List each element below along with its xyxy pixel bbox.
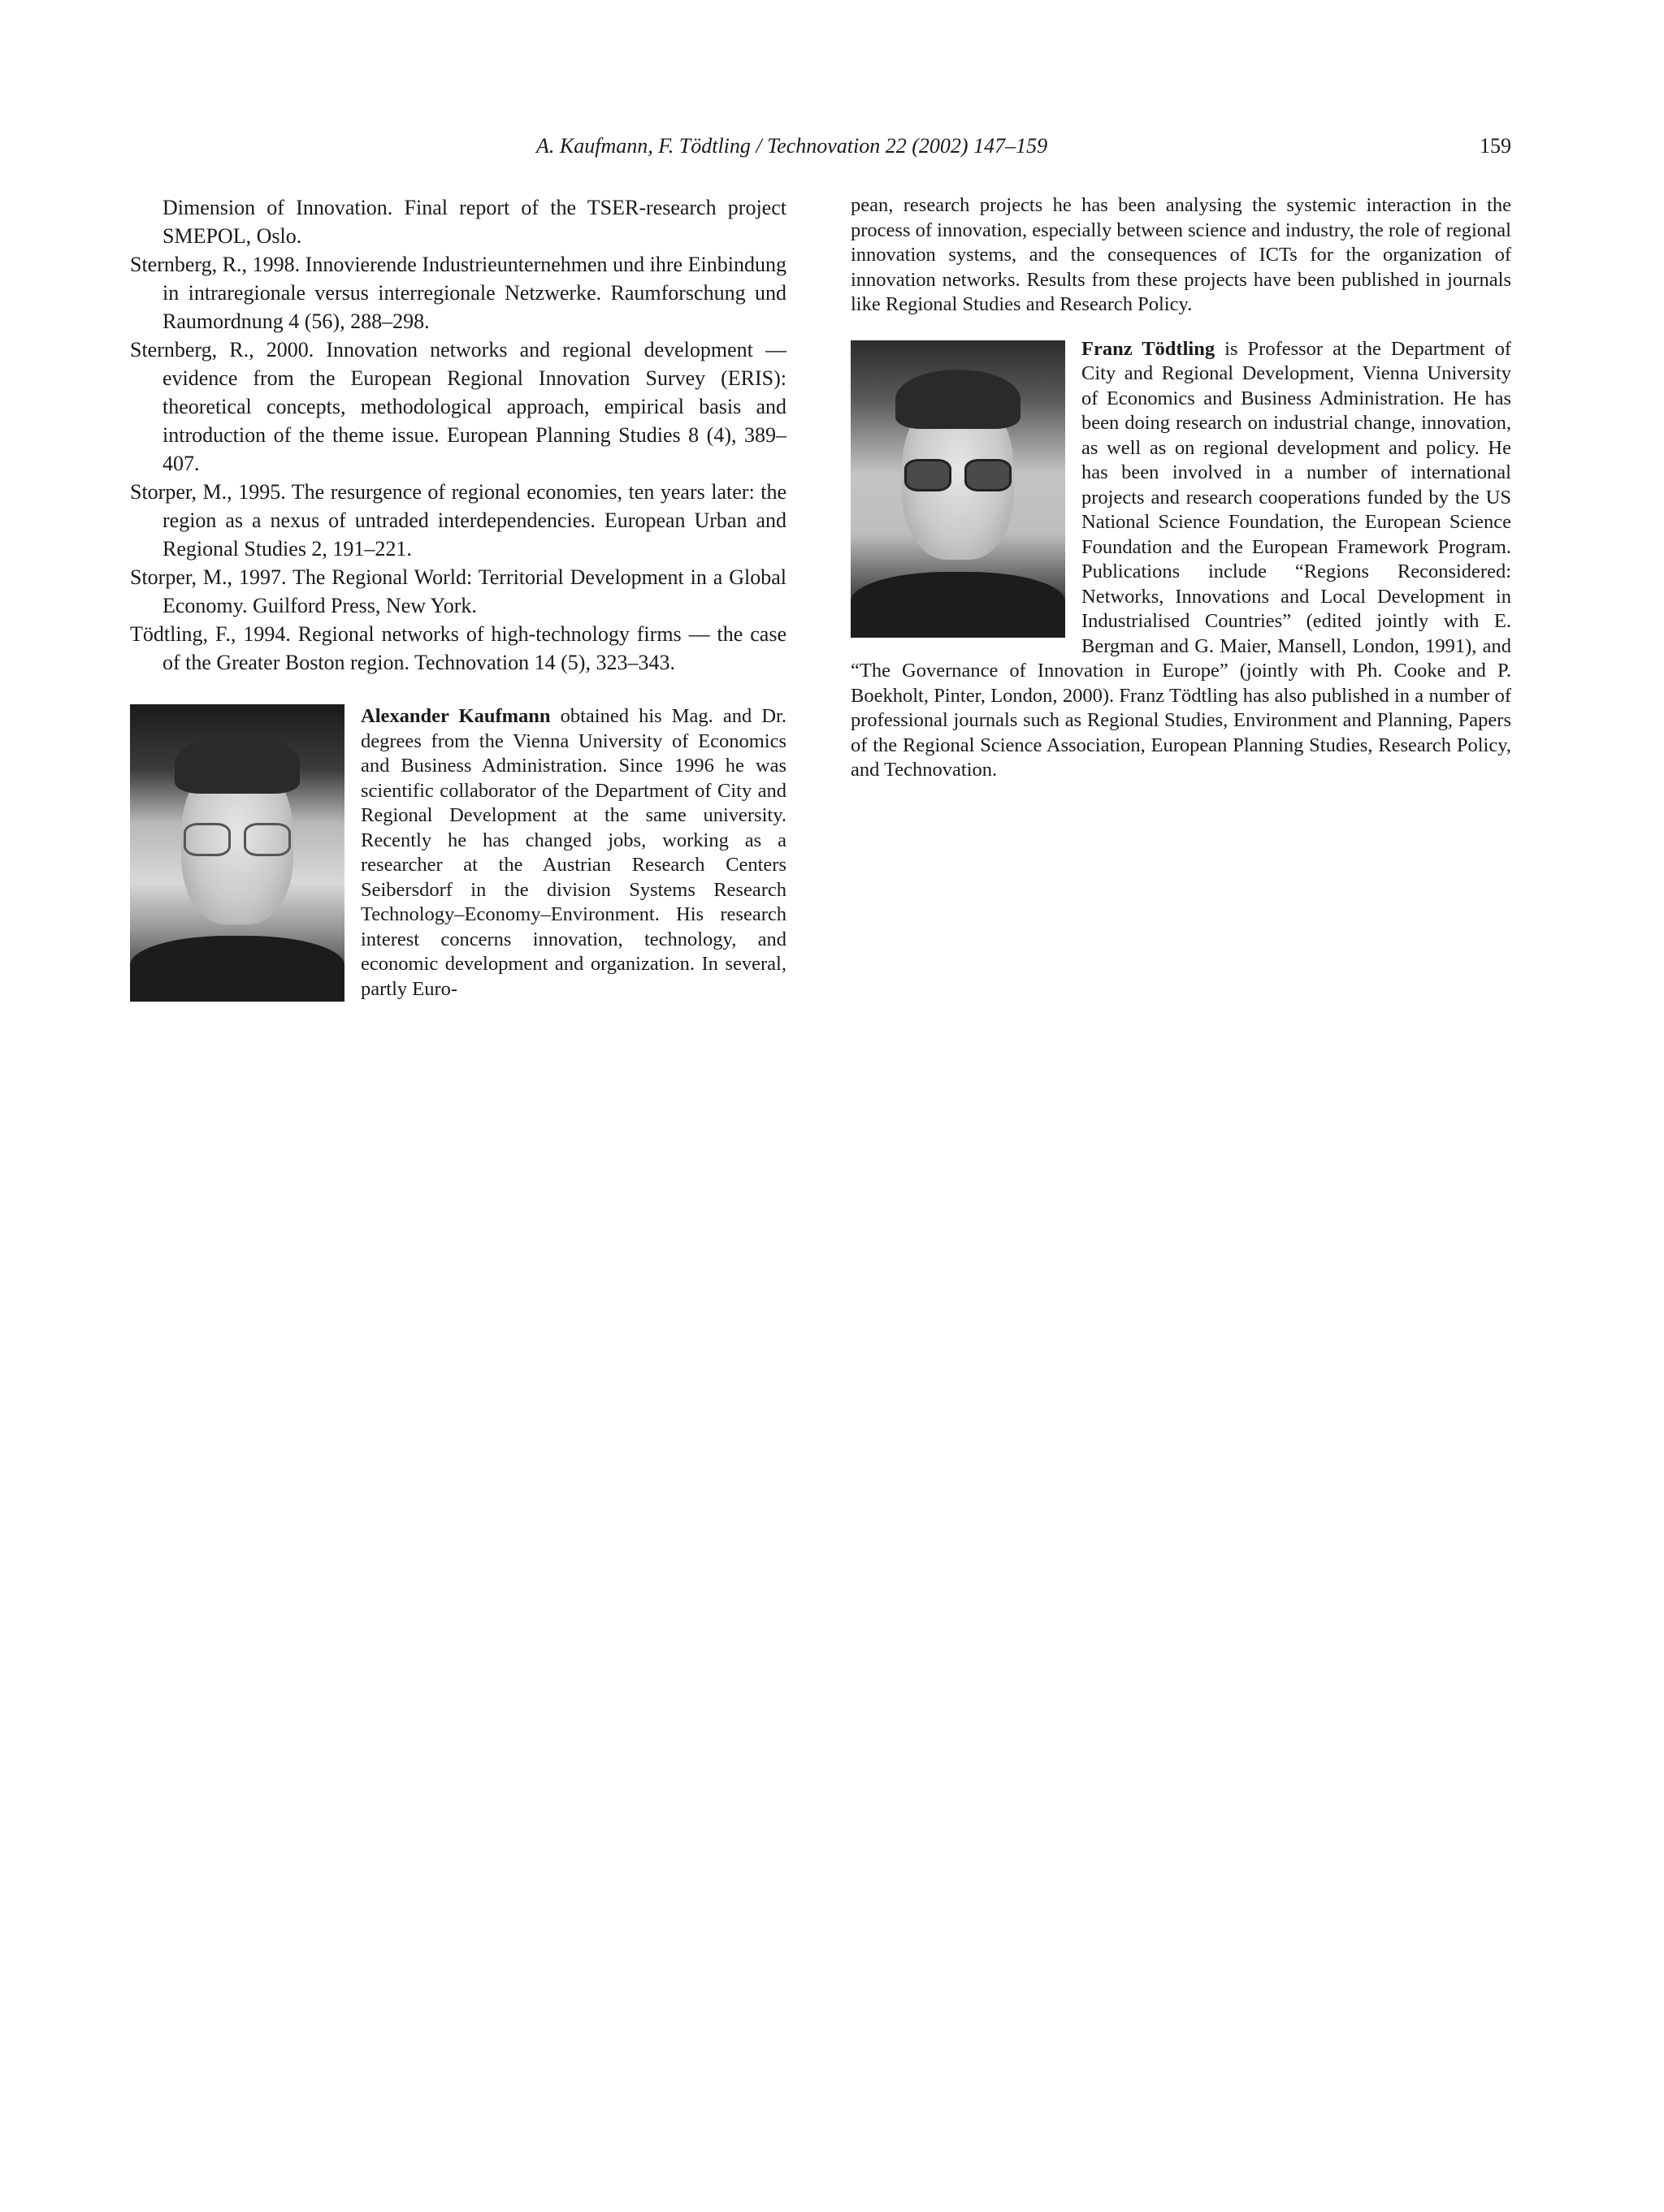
- lens-left: [184, 823, 231, 855]
- author-photo-toedtling: [851, 340, 1065, 638]
- page-number: 159: [1480, 134, 1511, 158]
- hair-shape: [895, 370, 1020, 429]
- left-column: [130, 193, 786, 1002]
- reference-item: Sternberg, R., 1998. Innovierende Industrieunternehmen und ihre Einbindung in intraregionale versus interregionale Netzwerke. Raumforschung und Raumordnung 4 (56), 288–298.: [130, 253, 786, 333]
- right-column: [851, 193, 1511, 783]
- reference-item: Tödtling, F., 1994. Regional networks of high-technology firms — the case of the Greater Boston region. Technovation 14 (5), 323–343.: [130, 622, 786, 674]
- reference-list: [130, 193, 786, 677]
- reference-item: Storper, M., 1997. The Regional World: Territorial Development in a Global Economy. Guilford Press, New York.: [130, 565, 786, 617]
- author-name-toedtling: Franz Tödtling: [1081, 337, 1216, 360]
- author-name-kaufmann: Alexander Kaufmann: [361, 705, 551, 727]
- shoulders-shape: [851, 572, 1065, 638]
- glasses-shape: [181, 823, 292, 855]
- author-bio-toedtling: [851, 337, 1511, 783]
- bio-text-kaufmann: obtained his Mag. and Dr. degrees from the Vienna University of Economics and Business Administration. Since 1996 he was scientific collaborator of the Department of City and Regional Development at the same university. Recently he has changed jobs, working as a researcher at the Austrian Research Centers Seibersdorf in the division Systems Research Technology–Economy–Environment. His research interest concerns innovation, technology, and economic development and organization. In several, partly Euro-: [361, 705, 786, 1000]
- lens-left: [904, 459, 951, 491]
- shoulders-shape: [130, 936, 344, 1002]
- author-photo-kaufmann: [130, 704, 344, 1002]
- reference-item: Sternberg, R., 2000. Innovation networks and regional development — evidence from the European Regional Innovation Survey (ERIS): theoretical concepts, methodological approach, empirical basis and introduction of the theme issue. European Planning Studies 8 (4), 389–407.: [130, 338, 786, 475]
- journal-citation: A. Kaufmann, F. Tödtling / Technovation 22 (2002) 147–159: [536, 134, 1048, 158]
- author-bio-kaufmann: [130, 704, 786, 1002]
- running-header: [0, 134, 1511, 167]
- hair-shape: [175, 734, 299, 794]
- reference-item: Storper, M., 1995. The resurgence of regional economies, ten years later: the region as a nexus of untraded interdependencies. European Urban and Regional Studies 2, 191–221.: [130, 480, 786, 561]
- lens-right: [964, 459, 1012, 491]
- lens-right: [244, 823, 291, 855]
- reference-item: Dimension of Innovation. Final report of the TSER-research project SMEPOL, Oslo.: [162, 196, 786, 248]
- bio-text-kaufmann-continued: pean, research projects he has been analysing the systemic interaction in the process of innovation, especially between science and industry, the role of regional innovation systems, and the consequences of ICTs for the organization of innovation networks. Results from these projects have been published in journals like Regional Studies and Research Policy.: [851, 194, 1511, 315]
- sunglasses-shape: [902, 459, 1013, 491]
- bio-text-toedtling: is Professor at the Department of City and Regional Development, Vienna University of Economics and Business Administration. He has been doing research on industrial change, innovation, as well as on regional development and policy. He has been involved in a number of international projects and research cooperations funded by the US National Science Foundation, the European Science Foundation and the European Framework Program. Publications include “Regions Reconsidered: Networks, Innovations and Local Development in Industrialised Countries” (edited jointly with E. Bergman and G. Maier, Mansell, London, 1991), and “The Governance of Innovation in Europe” (jointly with Ph. Cooke and P. Boekholt, Pinter, London, 2000). Franz Tödtling has also published in a number of professional journals such as Regional Studies, Environment and Planning, Papers of the Regional Science Association, European Planning Studies, Research Policy, and Technovation.: [851, 337, 1511, 781]
